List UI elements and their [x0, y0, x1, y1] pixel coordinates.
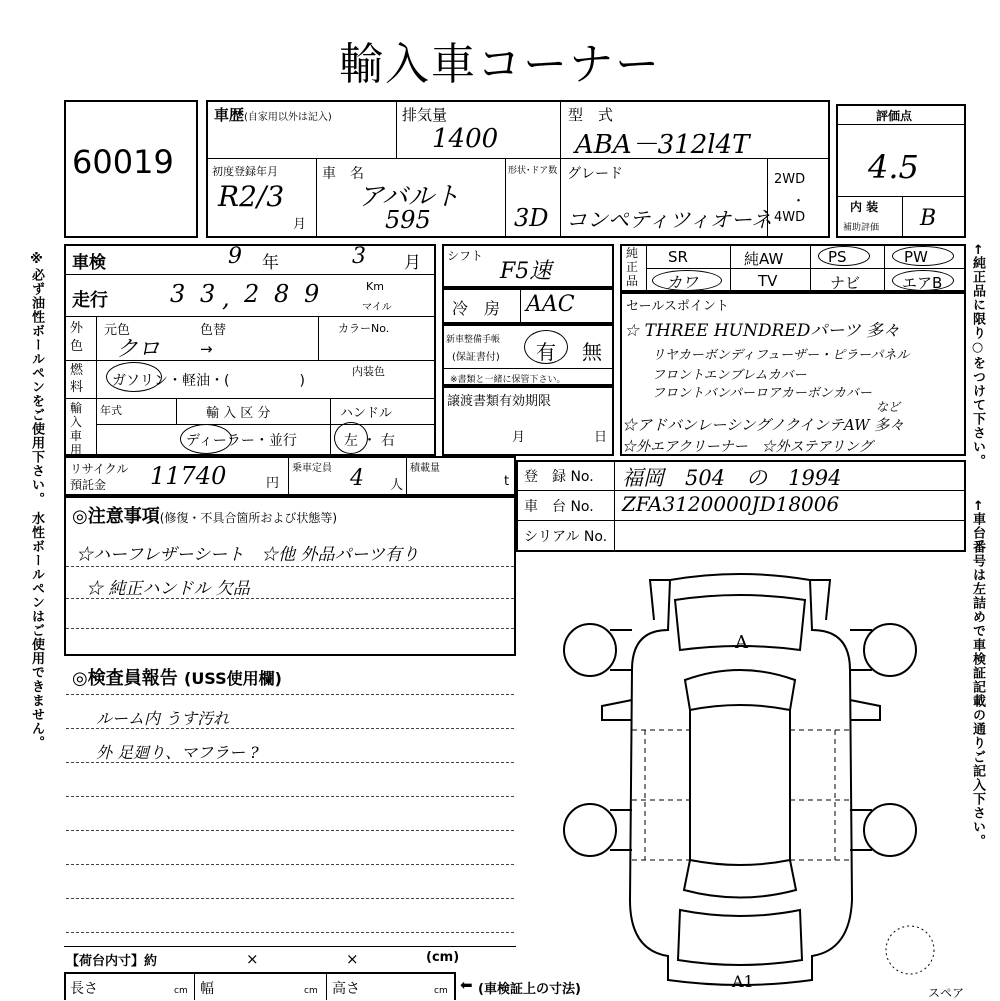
handle-label: ハンドル: [340, 406, 393, 421]
ac-label: 冷 房: [452, 299, 501, 318]
maintenance-note: ※書類と一緒に保管下さい。: [450, 375, 566, 385]
genuine-cell-aw: 純AW: [744, 250, 784, 268]
registration-value: 福岡 504 の 1994: [622, 466, 842, 490]
cargo-label: 【荷台内寸】約: [66, 954, 158, 969]
inspection-month: 3: [352, 244, 366, 269]
drive-2wd: 2WD: [774, 172, 806, 187]
displacement-value: 1400: [432, 124, 499, 154]
cargo-unit: (cm): [426, 950, 460, 965]
dealer-selected-circle: [180, 424, 232, 454]
handle-options: 左 ・ 右: [344, 433, 395, 449]
load-label: 積載量: [410, 463, 440, 474]
model-label: 型 式: [568, 106, 614, 124]
mileage-digit: 2: [244, 280, 260, 308]
fuel-options: ガソリン・軽油・( ): [112, 373, 305, 389]
handle-selected-circle: [334, 422, 368, 454]
shift-label: シフト: [447, 249, 484, 263]
inspector-line: 外 足廻り、マフラー ?: [96, 743, 259, 762]
original-color-value: クロ: [116, 337, 161, 362]
cargo-cm: cm: [174, 986, 188, 996]
interior-value: B: [920, 206, 937, 231]
inspection-label: 車検: [72, 253, 106, 273]
mileage-comma: ,: [222, 284, 230, 312]
diagram-mark-a: A: [735, 632, 748, 653]
registration-label: 登 録 No.: [524, 469, 594, 485]
sales-point-line: ☆アドバンレーシングノクインテAW 多々: [622, 416, 905, 434]
sales-point-line: フロントバンパーロアカーボンカバー: [652, 386, 872, 401]
shift-value: F5速: [500, 259, 552, 284]
notes-line: ☆ 純正ハンドル 欠品: [86, 579, 250, 599]
first-reg-value: R2/3: [218, 180, 285, 213]
genuine-cell-sr: SR: [668, 248, 688, 266]
history-label: 車歴(自家用以外は記入): [214, 106, 332, 124]
interior-label: 内 装: [850, 200, 879, 214]
genuine-airbag-circle: [892, 270, 954, 291]
import-category-label: 輸 入 区 分: [206, 406, 271, 421]
genuine-cell-ps: PS: [828, 248, 847, 266]
fuel-label: 燃料: [70, 363, 84, 395]
cargo-width: 幅: [200, 981, 214, 997]
capacity-unit: 人: [390, 478, 404, 493]
model-value: ABA－312l4T: [575, 130, 750, 160]
doors-label: 形状･ドア数: [508, 166, 558, 176]
genuine-label: 純正品: [626, 246, 639, 288]
cargo-arrow: ⬅: [460, 976, 473, 994]
inspection-year-unit: 年: [262, 253, 279, 273]
color-no-label: カラーNo.: [338, 322, 390, 335]
genuine-cell-tv: TV: [758, 272, 778, 290]
mileage-digit: 3: [200, 280, 216, 308]
mileage-label: 走行: [72, 290, 108, 311]
genuine-cell-airbag: エアB: [902, 274, 943, 292]
right-side-note-bottom: ←車台番号は左詰めで車検証記載の通りご記入下さい。: [970, 500, 985, 848]
transfer-month: 月: [512, 430, 526, 445]
doors-value: 3D: [514, 204, 549, 232]
import-category-options: ディーラー・並行: [186, 433, 297, 449]
recycle-box: [64, 456, 516, 496]
drive-dot: ・: [792, 194, 806, 209]
genuine-cell-pw: PW: [904, 248, 928, 266]
lot-number: 60019: [72, 143, 174, 181]
maintenance-yes-circle: [524, 330, 568, 364]
sales-point-line: ☆ THREE HUNDREDパーツ 多々: [624, 321, 901, 341]
fuel-selected-circle: [106, 362, 162, 392]
cargo-x2: ×: [346, 950, 359, 968]
capacity-label: 乗車定員: [292, 463, 332, 474]
cargo-height: 高さ: [332, 981, 360, 997]
car-name-label: 車 名: [322, 166, 364, 182]
maintenance-no: 無: [582, 340, 602, 364]
score-label: 評価点: [876, 109, 913, 123]
chassis-label: 車 台 No.: [524, 499, 594, 515]
score-value: 4.5: [868, 148, 919, 186]
mileage-digit: 3: [170, 280, 186, 308]
recycle-unit: 円: [266, 476, 280, 491]
genuine-ps-circle: [818, 246, 870, 266]
original-color-label: 元色: [104, 323, 131, 338]
genuine-leather-circle: [652, 270, 722, 291]
sales-point-line: フロントエンブレムカバー: [652, 368, 807, 383]
cargo-table: [64, 972, 456, 1000]
cargo-cm: cm: [434, 986, 448, 996]
genuine-cell-navi: ナビ: [830, 274, 861, 292]
notes-line: ☆ハーフレザーシート ☆他 外品パーツ有り: [76, 545, 419, 565]
mileage-digit: 8: [274, 280, 290, 308]
import-label: 輸入車用: [70, 401, 83, 457]
first-reg-month-unit: 月: [293, 217, 307, 232]
transfer-day: 日: [594, 430, 608, 445]
interior-sub: 補助評価: [843, 223, 880, 233]
car-name-value: アバルト: [358, 182, 460, 212]
cargo-x1: ×: [246, 950, 259, 968]
serial-label: シリアル No.: [524, 529, 608, 545]
notes-label: ◎注意事項(修復・不具合箇所および状態等): [72, 506, 338, 527]
displacement-label: 排気量: [402, 106, 448, 124]
car-diagram: [550, 560, 940, 1000]
genuine-cell-leather: カワ: [666, 273, 699, 292]
transfer-label: 譲渡書類有効期限: [447, 394, 552, 409]
grade-value: コンペティツィオーネ: [566, 208, 773, 232]
ac-value: AAC: [526, 292, 575, 317]
recycle-label-2: 預託金: [70, 478, 107, 492]
first-reg-label: 初度登録年月: [212, 165, 278, 178]
recycle-label: リサイクル: [70, 462, 129, 476]
sales-point-line: リヤカーボンディフューザー・ピラーパネル: [652, 348, 910, 363]
inspection-month-unit: 月: [404, 253, 421, 273]
mileage-digit: 9: [304, 280, 320, 308]
maintenance-label: 新車整備手帳: [446, 335, 501, 345]
color-arrow: →: [200, 340, 213, 358]
left-side-note: ※必ず油性ボールペンをご使用下さい。 水性ボールペンはご使用できません。: [29, 252, 44, 750]
diagram-spare-label: スペア: [928, 986, 965, 1000]
diagram-mark-a1: A1: [732, 972, 754, 991]
maintenance-sub: (保証書付): [452, 352, 500, 363]
grade-label: グレード: [567, 166, 623, 182]
cargo-length: 長さ: [70, 981, 98, 997]
maintenance-yes: 有: [536, 340, 556, 364]
mileage-unit-mile: マイル: [362, 302, 392, 313]
genuine-pw-circle: [892, 246, 954, 266]
sales-point-line: ☆外エアクリーナー ☆外ステアリング: [622, 439, 873, 455]
sales-point-line: など: [876, 400, 901, 414]
changed-color-label: 色替: [200, 323, 227, 338]
car-name-value-2: 595: [385, 206, 431, 234]
drive-4wd: 4WD: [774, 210, 806, 225]
cargo-note: (車検証上の寸法): [478, 982, 581, 997]
mileage-unit-km: Km: [366, 280, 384, 293]
exterior-color-label: 外色: [70, 321, 84, 354]
recycle-value: 11740: [150, 462, 227, 490]
inspection-year: 9: [228, 244, 242, 269]
import-year-label: 年式: [100, 404, 122, 417]
chassis-value: ZFA3120000JD18006: [622, 492, 840, 516]
right-side-note-top: ←純正品に限り○をつけて下さい。: [970, 244, 985, 468]
interior-color-label: 内装色: [352, 365, 385, 378]
sales-point-label: セールスポイント: [626, 299, 729, 314]
inspector-label: ◎検査員報告 (USS使用欄): [72, 668, 282, 689]
page-title: 輸入車コーナー: [339, 39, 661, 90]
cargo-cm: cm: [304, 986, 318, 996]
load-unit: t: [504, 474, 510, 489]
capacity-value: 4: [350, 466, 364, 491]
inspector-line: ルーム内 うす汚れ: [96, 709, 230, 728]
